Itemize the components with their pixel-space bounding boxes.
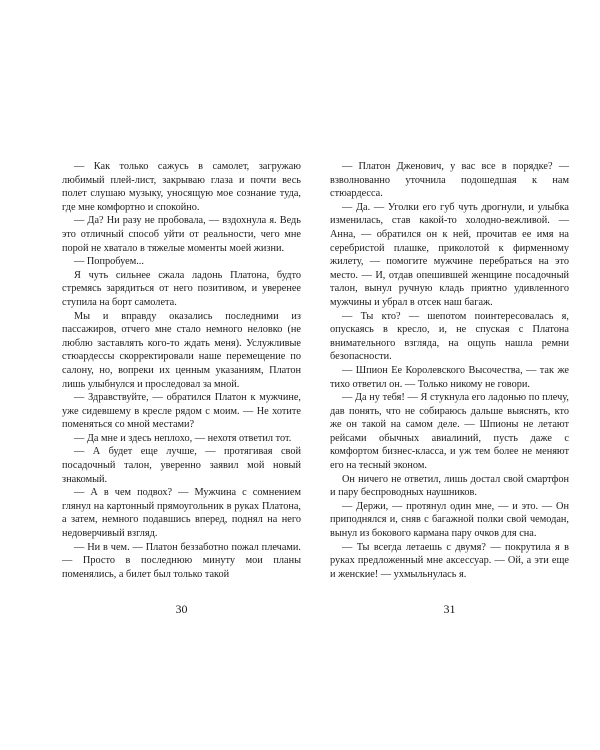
- paragraph: — Да? Ни разу не пробовала, — вздохнула я. Ведь это отличный способ уйти от реальности, чего мне порой не хватало в тяжелые моменты моей жизни.: [62, 215, 301, 254]
- page-number-right: 31: [443, 602, 456, 616]
- paragraph: — Ты всегда летаешь с двумя? — покрутила я в руках предложенный мне аксессуар. — Ой, а эти еще и женские! — ухмыльнулась я.: [330, 541, 569, 580]
- paragraph: — Шпион Ее Королевского Высочества, — так же тихо ответил он. — Только никому не говори.: [330, 364, 569, 390]
- paragraph: — Да ну тебя! — Я стукнула его ладонью по плечу, дав понять, что не собираюсь дальше выяснять, кто же он такой на самом деле. — Шпионы не летают рейсами обычных авиалиний, пусть даже с комфортом бизнес-класса, и уж тем более не меняют его на тесный эконом.: [330, 392, 569, 472]
- paragraph: — Да. — Уголки его губ чуть дрогнули, и улыбка изменилась, став какой-то холодно-вежливой. — Анна, — обратился он к ней, прочитав ее имя на серебристой плашке, приколотой к фирменному жилету, — помогите мужчине перебраться на это место. — И, отдав опешившей женщине посадочный талон, вынул ручную кладь приятно удивленного мужчины и убрал в отсек наш багаж.: [330, 201, 569, 308]
- paragraph: — Держи, — протянул один мне, — и это. — Он приподнялся и, сняв с багажной полки свой чемодан, вынул из бокового кармана пару очков для сна.: [330, 500, 569, 540]
- page-number-left: 30: [175, 602, 188, 616]
- paragraph: — Как только сажусь в самолет, загружаю любимый плей-лист, закрываю глаза и почти весь полет слушаю музыку, уносящую мое сознание туда, где мне комфортно и спокойно.: [62, 161, 301, 213]
- paragraph: — Попробуем...: [74, 256, 144, 268]
- left-page: [62, 160, 301, 581]
- paragraph: — Ты кто? — шепотом поинтересовалась я, опускаясь в кресло, и, не спуская с Платона внимательного взгляда, на ощупь нашла ремни безопасности.: [330, 310, 569, 363]
- paragraph: Он ничего не ответил, лишь достал свой смартфон и пару беспроводных наушников.: [330, 473, 569, 499]
- paragraph: — Платон Дженович, у вас все в порядке? — взволнованно уточнила подошедшая к нам стюардесса.: [330, 161, 569, 200]
- paragraph: — Здравствуйте, — обратился Платон к мужчине, уже сидевшему в кресле рядом с моим. — Не хотите поменяться со мной местами?: [62, 392, 301, 431]
- paragraph: — А будет еще лучше, — протягивая свой посадочный талон, уверенно заявил мой новый знакомый.: [62, 446, 301, 485]
- paragraph: — А в чем подвох? — Мужчина с сомнением глянул на картонный прямоугольник в руках Платона, а затем, немного подавшись вперед, поднял на него недоверчивый взгляд.: [62, 487, 301, 540]
- paragraph: Я чуть сильнее сжала ладонь Платона, будто стремясь зарядиться от него позитивом, и уверенее ступила на борт самолета.: [62, 269, 301, 308]
- paragraph: — Ни в чем. — Платон беззаботно пожал плечами. — Просто в последнюю минуту мои планы поменялись, а билет был только такой: [62, 541, 301, 580]
- paragraph: — Да мне и здесь неплохо, — нехотя ответил тот.: [74, 432, 292, 444]
- right-page: [330, 160, 569, 581]
- paragraph: Мы и вправду оказались последними из пассажиров, отчего мне стало немного неловко (не люблю заставлять кого-то ждать меня). Услужливые стюардессы скорректировали наше перемещение по салону, но, вопреки их ценным указаниям, Платон лишь улыбнулся и проследовал за мной.: [62, 310, 301, 390]
